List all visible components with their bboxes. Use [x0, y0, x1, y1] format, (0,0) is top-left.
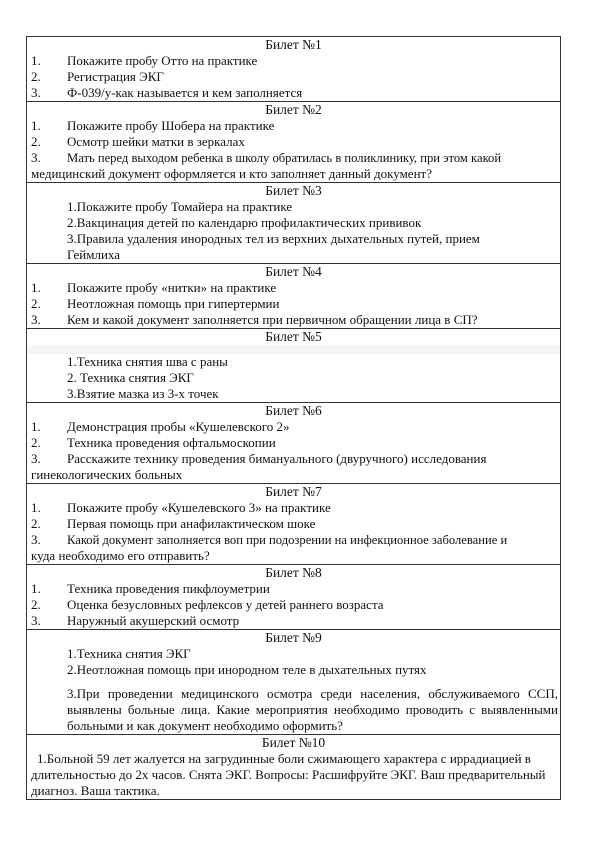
ticket-2	[27, 102, 560, 183]
ticket-item	[27, 500, 560, 516]
item-text: 2.Неотложная помощь при инородном теле в дыхательных путях	[67, 662, 427, 677]
ticket-3	[27, 183, 560, 264]
ticket-item	[27, 118, 560, 134]
item-text-continuation: гинекологических больных	[31, 467, 183, 482]
spacer	[27, 678, 560, 686]
item-text: Неотложная помощь при гипертермии	[67, 296, 280, 311]
item-text: Мать перед выходом ребенка в школу обратилась в поликлинику, при этом какой	[67, 151, 502, 165]
ticket-item	[27, 69, 560, 85]
item-text: 2.Вакцинация детей по календарю профилактических прививок	[67, 215, 422, 230]
ticket-item	[27, 516, 560, 532]
ticket-item	[27, 581, 560, 597]
item-text: 3.При проведении медицинского осмотра среди населения, обслуживаемого ССП, выявлены больные лица. Какие мероприятия необходимо проводить с выявленными больными и как документ необходимо оформить?	[67, 686, 558, 733]
item-number: 3.	[31, 532, 41, 547]
item-text: Наружный акушерский осмотр	[67, 613, 240, 628]
ticket-title: Билет №9	[265, 630, 322, 645]
ticket-item	[27, 296, 560, 312]
ticket-item	[27, 85, 560, 101]
item-number: 2.	[31, 296, 41, 311]
ticket-9	[27, 630, 560, 735]
item-text: Осмотр шейки матки в зеркалах	[67, 134, 245, 149]
ticket-title: Билет №8	[265, 565, 322, 580]
item-text: 2. Техника снятия ЭКГ	[67, 370, 194, 385]
item-text: 3.Правила удаления инородных тел из верхних дыхательных путей, прием	[67, 231, 480, 246]
ticket-6	[27, 403, 560, 484]
item-number: 2.	[31, 134, 41, 149]
ticket-item	[27, 53, 560, 69]
item-number: 3.	[31, 312, 41, 327]
ticket-4	[27, 264, 560, 329]
item-number: 2.	[31, 597, 41, 612]
ticket-item	[27, 134, 560, 150]
ticket-text: 1.Больной 59 лет жалуется на загрудинные боли сжимающего характера с иррадиацией в длительностью до 2х часов. Снята ЭКГ. Вопросы: Расшифруйте ЭКГ. Ваш предварительный диагноз. Ваша тактика.	[31, 751, 546, 798]
item-number: 2.	[31, 516, 41, 531]
item-text: Покажите пробу «нитки» на практике	[67, 280, 277, 295]
item-number: 1.	[31, 53, 41, 68]
item-text: 3.Взятие мазка из 3-х точек	[67, 386, 219, 401]
item-number: 3.	[31, 85, 41, 100]
ticket-title: Билет №5	[265, 329, 322, 344]
item-text: 1.Покажите пробу Томайера на практике	[67, 199, 293, 214]
ticket-item	[27, 532, 560, 548]
item-text-continuation: медицинский документ оформляется и кто заполняет данный документ?	[31, 166, 432, 181]
ticket-1	[27, 37, 560, 102]
ticket-5	[27, 329, 560, 403]
item-number: 3.	[31, 150, 41, 165]
item-number: 1.	[31, 581, 41, 596]
ticket-item	[27, 435, 560, 451]
item-number: 2.	[31, 435, 41, 450]
item-number: 3.	[31, 613, 41, 628]
ticket-title: Билет №6	[265, 403, 322, 418]
item-number: 1.	[31, 500, 41, 515]
item-text: Ф-039/у-как называется и кем заполняется	[67, 85, 303, 100]
ticket-item	[27, 451, 560, 467]
item-text: Демонстрация пробы «Кушелевского 2»	[67, 419, 290, 434]
item-text: 1.Техника снятия ЭКГ	[67, 646, 191, 661]
item-number: 3.	[31, 451, 41, 466]
ticket-title: Билет №4	[265, 264, 322, 279]
item-text: Какой документ заполняется воп при подозрении на инфекционное заболевание и	[67, 533, 508, 547]
item-text-continuation: Геймлиха	[67, 247, 121, 262]
item-text: Техника проведения пикфлоуметрии	[67, 581, 270, 596]
item-text: Покажите пробу Отто на практике	[67, 53, 258, 68]
item-text: Оценка безусловных рефлексов у детей раннего возраста	[67, 597, 384, 612]
ticket-10	[27, 735, 560, 800]
item-text-continuation: куда необходимо его отправить?	[31, 548, 210, 563]
item-text: 1.Техника снятия шва с раны	[67, 354, 228, 369]
ticket-item	[27, 312, 560, 328]
ticket-8	[27, 565, 560, 630]
item-text: Расскажите технику проведения бимануального (двуручного) исследования	[67, 451, 487, 466]
item-text: Первая помощь при анафилактическом шоке	[67, 516, 316, 531]
ticket-title: Билет №7	[265, 484, 322, 499]
ticket-title: Билет №3	[265, 183, 322, 198]
ticket-item	[27, 597, 560, 613]
ticket-title: Билет №10	[261, 735, 326, 750]
ticket-7	[27, 484, 560, 565]
shaded-band	[27, 345, 560, 354]
item-number: 1.	[31, 419, 41, 434]
item-text: Покажите пробу «Кушелевского 3» на практике	[67, 500, 331, 515]
item-number: 1.	[31, 280, 41, 295]
ticket-title: Билет №2	[265, 102, 322, 117]
item-number: 1.	[31, 118, 41, 133]
item-text: Покажите пробу Шобера на практике	[67, 118, 275, 133]
ticket-item	[27, 280, 560, 296]
item-text: Регистрация ЭКГ	[67, 69, 164, 84]
tickets-table	[26, 36, 561, 800]
ticket-title: Билет №1	[265, 37, 322, 52]
item-text: Кем и какой документ заполняется при первичном обращении лица в СП?	[67, 312, 478, 327]
ticket-item	[27, 150, 560, 166]
ticket-item	[27, 419, 560, 435]
item-text: Техника проведения офтальмоскопии	[67, 435, 276, 450]
item-number: 2.	[31, 69, 41, 84]
ticket-item	[27, 613, 560, 629]
